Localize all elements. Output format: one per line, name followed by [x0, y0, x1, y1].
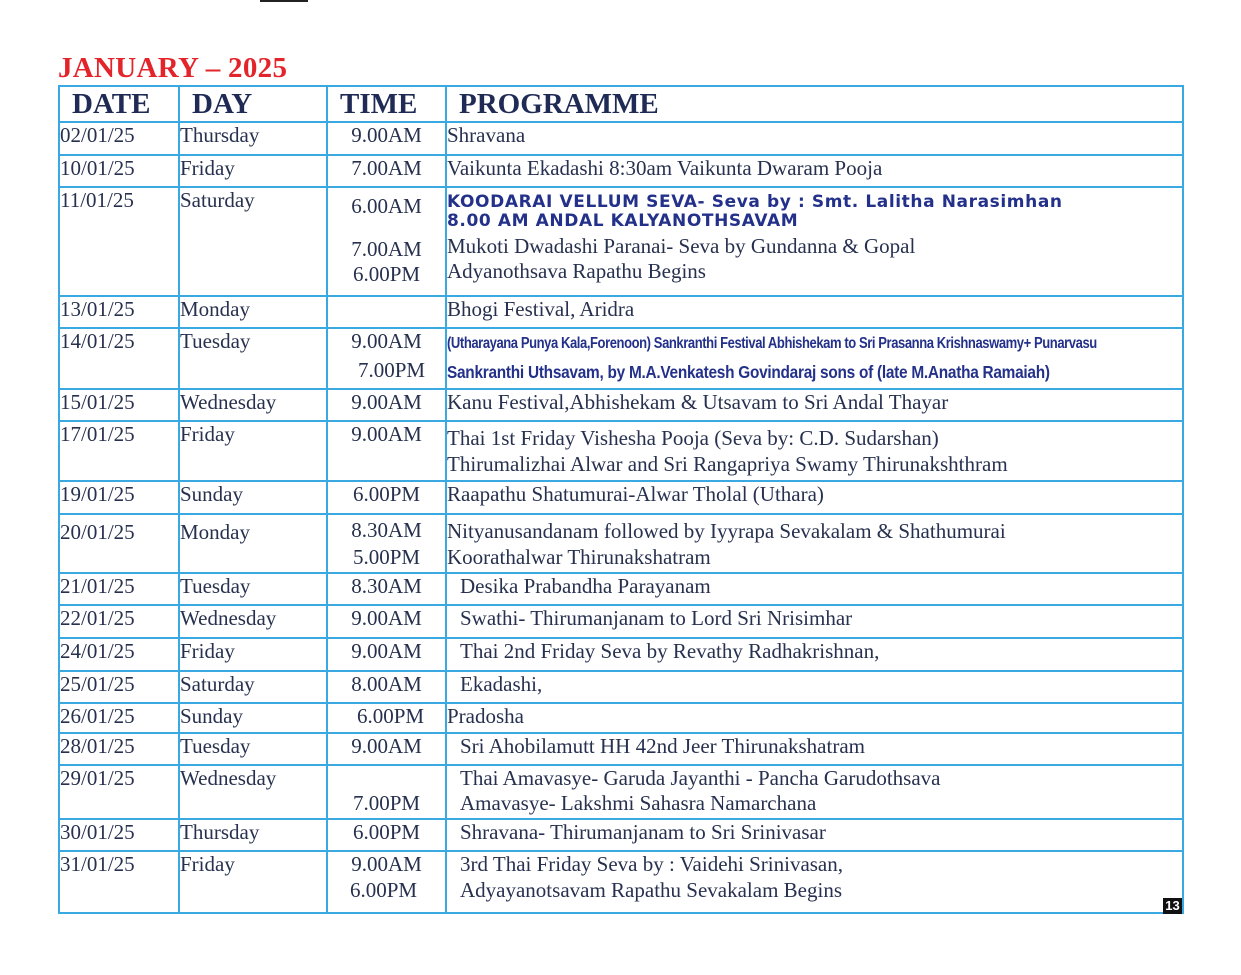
programme-line: Sankranthi Uthsavam, by M.A.Venkatesh Govindaraj sons of (late M.Anatha Ramaiah)	[447, 362, 1050, 382]
table-row	[59, 733, 1183, 765]
table-row	[59, 671, 1183, 703]
time-cell	[327, 296, 446, 328]
time-value: 8.30AM	[351, 518, 422, 542]
date-cell: 31/01/25	[59, 851, 179, 913]
table-row	[59, 514, 1183, 573]
day-cell: Friday	[179, 638, 327, 671]
day-cell: Saturday	[179, 187, 327, 296]
programme-cell	[446, 765, 1183, 819]
header-date: DATE	[59, 86, 179, 122]
time-cell	[327, 851, 446, 913]
table-row	[59, 421, 1183, 481]
time-value: 9.00AM	[351, 422, 422, 446]
header-row	[59, 86, 1183, 122]
table-row	[59, 187, 1183, 296]
programme-cell	[446, 605, 1183, 638]
header-programme: PROGRAMME	[446, 86, 1183, 122]
programme-cell	[446, 481, 1183, 514]
programme-line: Ekadashi,	[460, 672, 543, 696]
programme-line: KOODARAI VELLUM SEVA- Seva by : Smt. Lalitha Narasimhan	[447, 192, 1063, 212]
programme-line: Bhogi Festival, Aridra	[447, 297, 635, 321]
programme-line: Koorathalwar Thirunakshatram	[447, 545, 711, 569]
time-value: 9.00AM	[351, 390, 422, 414]
programme-line: Shravana- Thirumanjanam to Sri Srinivasar	[460, 820, 826, 844]
time-cell	[327, 122, 446, 155]
programme-line: 8.00 AM ANDAL KALYANOTHSAVAM	[447, 211, 799, 231]
day-cell: Sunday	[179, 703, 327, 733]
time-cell	[327, 187, 446, 296]
programme-cell	[446, 122, 1183, 155]
programme-cell	[446, 703, 1183, 733]
time-cell	[327, 703, 446, 733]
day-cell: Wednesday	[179, 389, 327, 421]
programme-line: Thai Amavasye- Garuda Jayanthi - Pancha Garudothsava	[460, 766, 941, 790]
table-row	[59, 638, 1183, 671]
programme-line: Thirumalizhai Alwar and Sri Rangapriya Swamy Thirunakshthram	[447, 452, 1008, 476]
time-value: 9.00AM	[351, 734, 422, 758]
time-value: 9.00AM	[351, 639, 422, 663]
table-row	[59, 703, 1183, 733]
date-cell: 10/01/25	[59, 155, 179, 187]
time-value: 6.00PM	[352, 262, 421, 286]
time-value: 7.00AM	[351, 237, 422, 261]
table-row	[59, 296, 1183, 328]
time-value: 7.00PM	[352, 791, 421, 815]
programme-line: Vaikunta Ekadashi 8:30am Vaikunta Dwaram Pooja	[447, 156, 883, 180]
table-row	[59, 819, 1183, 851]
time-value: 8.00AM	[351, 672, 422, 696]
table-row	[59, 851, 1183, 913]
date-cell: 14/01/25	[59, 328, 179, 389]
day-cell: Monday	[179, 514, 327, 573]
time-cell	[327, 671, 446, 703]
day-cell: Friday	[179, 851, 327, 913]
time-value: 6.00PM	[352, 820, 421, 844]
day-cell: Monday	[179, 296, 327, 328]
time-cell	[327, 155, 446, 187]
time-value: 9.00AM	[351, 123, 422, 147]
programme-cell	[446, 328, 1183, 389]
programme-line: Swathi- Thirumanjanam to Lord Sri Nrisimhar	[460, 606, 853, 630]
time-cell	[327, 481, 446, 514]
time-value: 6.00PM	[356, 704, 425, 728]
table-row	[59, 573, 1183, 605]
programme-cell	[446, 389, 1183, 421]
time-cell	[327, 573, 446, 605]
time-value: 7.00PM	[357, 358, 426, 382]
day-cell: Tuesday	[179, 573, 327, 605]
programme-line: Thai 2nd Friday Seva by Revathy Radhakrishnan,	[460, 639, 880, 663]
date-cell: 28/01/25	[59, 733, 179, 765]
programme-cell	[446, 573, 1183, 605]
date-cell: 21/01/25	[59, 573, 179, 605]
table-row	[59, 765, 1183, 819]
day-cell: Thursday	[179, 819, 327, 851]
programme-line: Nityanusandanam followed by Iyyrapa Sevakalam & Shathumurai	[447, 519, 1006, 543]
programme-cell	[446, 671, 1183, 703]
time-value: 6.00PM	[352, 482, 421, 506]
header-day: DAY	[179, 86, 327, 122]
time-cell	[327, 328, 446, 389]
programme-line: Thai 1st Friday Vishesha Pooja (Seva by: C.D. Sudarshan)	[447, 426, 939, 450]
table-row	[59, 122, 1183, 155]
day-cell: Wednesday	[179, 605, 327, 638]
day-cell: Tuesday	[179, 328, 327, 389]
programme-line: Sri Ahobilamutt HH 42nd Jeer Thirunakshatram	[460, 734, 865, 758]
time-cell	[327, 765, 446, 819]
schedule-table	[58, 85, 1184, 914]
time-cell	[327, 733, 446, 765]
programme-cell	[446, 155, 1183, 187]
time-value: 9.00AM	[351, 606, 422, 630]
date-cell: 13/01/25	[59, 296, 179, 328]
time-value: 5.00PM	[352, 545, 421, 569]
date-cell: 30/01/25	[59, 819, 179, 851]
time-cell	[327, 819, 446, 851]
time-value: 9.00AM	[351, 329, 422, 353]
table-row	[59, 155, 1183, 187]
date-cell: 24/01/25	[59, 638, 179, 671]
programme-line: Shravana	[447, 123, 526, 147]
programme-cell	[446, 421, 1183, 481]
header-time: TIME	[327, 86, 446, 122]
table-row	[59, 481, 1183, 514]
day-cell: Tuesday	[179, 733, 327, 765]
time-cell	[327, 514, 446, 573]
programme-line: Kanu Festival,Abhishekam & Utsavam to Sri Andal Thayar	[447, 390, 949, 414]
date-cell: 02/01/25	[59, 122, 179, 155]
date-cell: 19/01/25	[59, 481, 179, 514]
programme-line: Amavasye- Lakshmi Sahasra Namarchana	[460, 791, 817, 815]
date-cell: 29/01/25	[59, 765, 179, 819]
programme-cell	[446, 187, 1183, 296]
programme-line: Mukoti Dwadashi Paranai- Seva by Gundanna & Gopal	[447, 234, 916, 258]
date-cell: 22/01/25	[59, 605, 179, 638]
day-cell: Friday	[179, 421, 327, 481]
programme-line: (Utharayana Punya Kala,Forenoon) Sankranthi Festival Abhishekam to Sri Prasanna Krishnaswamy+ Punarvasu	[447, 335, 1097, 352]
day-cell: Wednesday	[179, 765, 327, 819]
page-number: 13	[1163, 898, 1182, 914]
time-value	[328, 766, 445, 791]
programme-line: Raapathu Shatumurai-Alwar Tholal (Uthara)	[447, 482, 824, 506]
time-value: 7.00AM	[351, 156, 422, 180]
day-cell: Sunday	[179, 481, 327, 514]
date-cell: 11/01/25	[59, 187, 179, 296]
day-cell: Saturday	[179, 671, 327, 703]
time-cell	[327, 638, 446, 671]
date-cell: 26/01/25	[59, 703, 179, 733]
page-title: JANUARY – 2025	[58, 52, 288, 84]
table-row	[59, 328, 1183, 389]
date-cell: 15/01/25	[59, 389, 179, 421]
programme-cell	[446, 514, 1183, 573]
date-cell: 17/01/25	[59, 421, 179, 481]
time-cell	[327, 605, 446, 638]
top-rule	[260, 0, 308, 2]
time-value: 6.00PM	[349, 878, 418, 902]
programme-cell	[446, 819, 1183, 851]
programme-cell	[446, 638, 1183, 671]
programme-cell	[446, 733, 1183, 765]
time-value: 9.00AM	[351, 852, 422, 876]
programme-line: Adyayanotsavam Rapathu Sevakalam Begins	[460, 878, 842, 902]
programme-cell	[446, 296, 1183, 328]
table-row	[59, 605, 1183, 638]
programme-line: Pradosha	[447, 704, 524, 728]
date-cell: 20/01/25	[59, 514, 179, 573]
table-row	[59, 389, 1183, 421]
time-value: 8.30AM	[351, 574, 422, 598]
time-cell	[327, 421, 446, 481]
day-cell: Friday	[179, 155, 327, 187]
date-cell: 25/01/25	[59, 671, 179, 703]
day-cell: Thursday	[179, 122, 327, 155]
time-value: 6.00AM	[351, 194, 422, 218]
time-cell	[327, 389, 446, 421]
programme-line: 3rd Thai Friday Seva by : Vaidehi Srinivasan,	[460, 852, 844, 876]
programme-line: Desika Prabandha Parayanam	[460, 574, 711, 598]
programme-cell	[446, 851, 1183, 913]
programme-line: Adyanothsava Rapathu Begins	[447, 259, 706, 283]
